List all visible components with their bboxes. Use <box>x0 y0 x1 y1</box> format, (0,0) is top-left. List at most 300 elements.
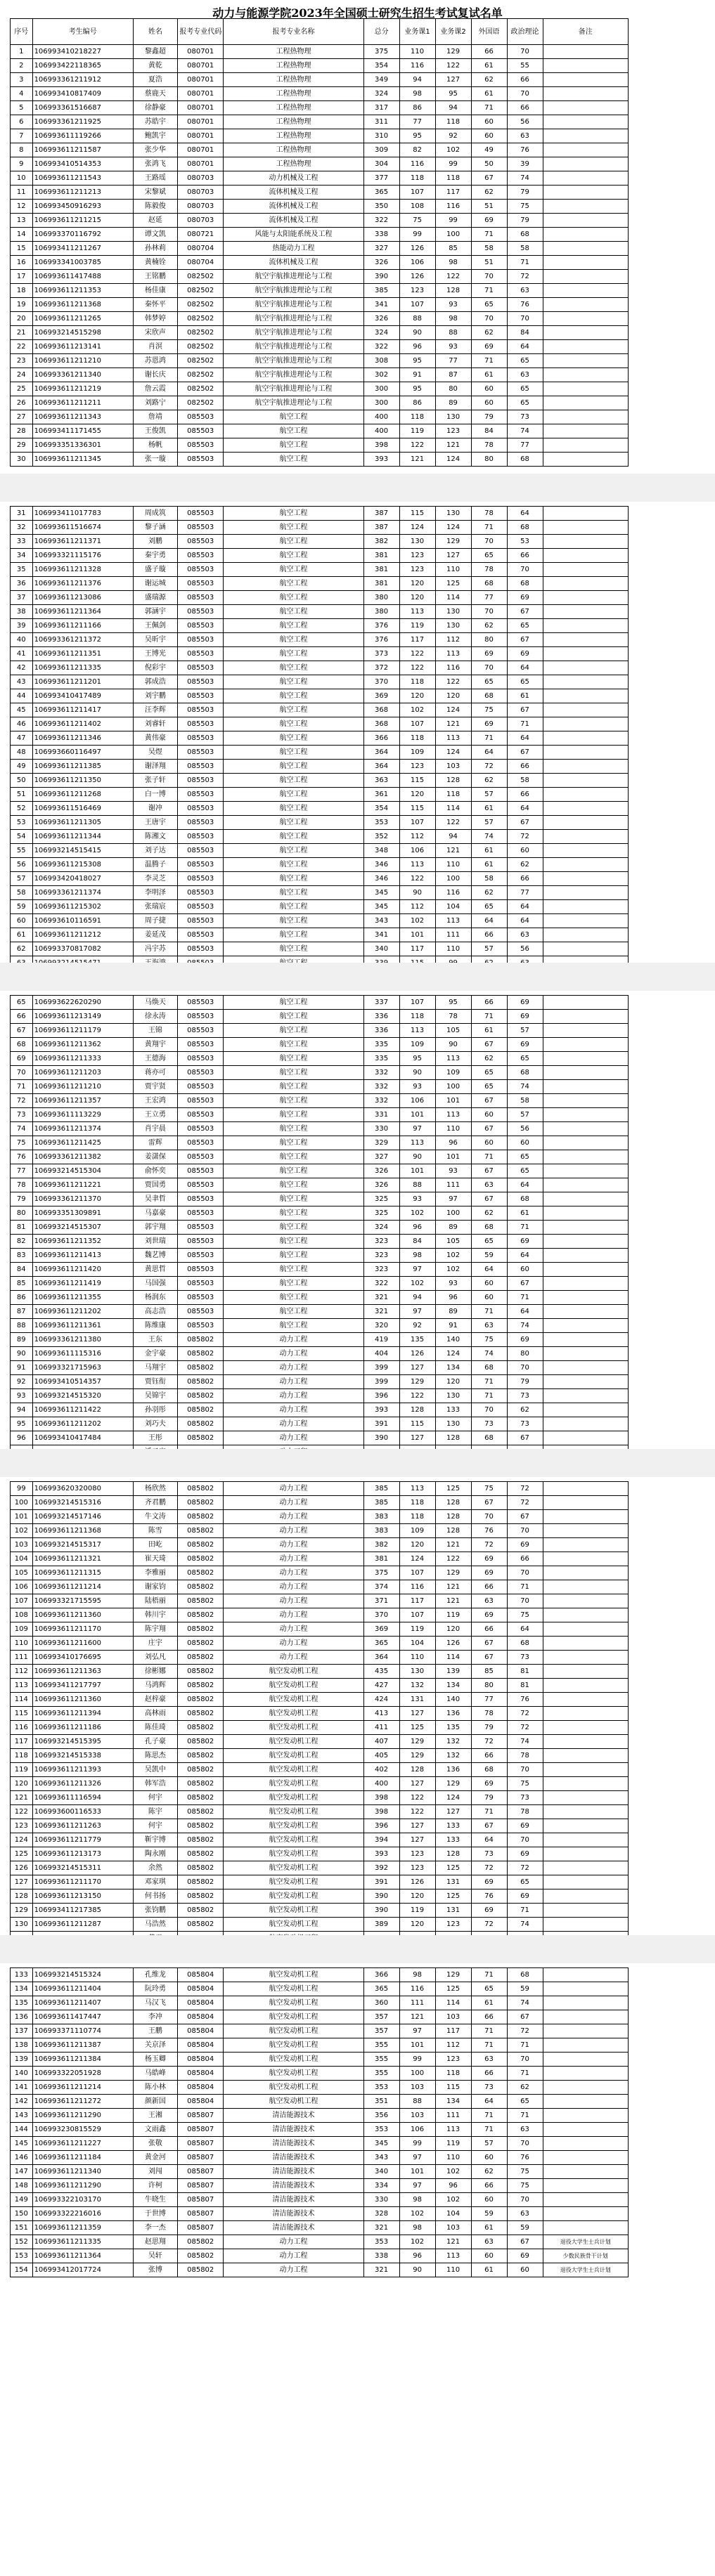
table-cell: 流体机械及工程 <box>224 186 363 200</box>
table-cell: 60 <box>471 382 507 396</box>
table-cell: 082502 <box>177 312 224 326</box>
table-cell: 085802 <box>177 1594 224 1608</box>
table-cell: 335 <box>363 1038 399 1052</box>
table-cell: 航空宇航推进理论与工程 <box>224 354 363 368</box>
table-cell: 355 <box>363 2067 399 2081</box>
table-cell <box>543 1482 628 1496</box>
table-cell: 115 <box>399 1417 435 1431</box>
table-cell: 航空工程 <box>224 647 363 661</box>
table-cell: 302 <box>363 368 399 382</box>
table-cell <box>543 1305 628 1319</box>
table-cell <box>543 256 628 270</box>
table-cell: 71 <box>471 284 507 298</box>
table-cell: 74 <box>507 1080 543 1094</box>
table-cell: 65 <box>471 298 507 312</box>
table-cell: 116 <box>399 1580 435 1594</box>
table-cell <box>543 1693 628 1707</box>
table-cell: 57 <box>471 788 507 802</box>
table-cell <box>543 774 628 788</box>
table-cell: 106993611211374 <box>32 1122 133 1136</box>
table-cell: 92 <box>11 1375 33 1389</box>
table-cell: 航空工程 <box>224 703 363 717</box>
table-cell: 085503 <box>177 1263 224 1277</box>
table-cell: 085802 <box>177 1904 224 1918</box>
table-cell <box>543 760 628 774</box>
table-cell: 99 <box>11 1482 33 1496</box>
table-cell: 65 <box>507 619 543 633</box>
table-cell: 389 <box>363 1918 399 1932</box>
table-cell: 424 <box>363 1693 399 1707</box>
table-cell <box>543 2207 628 2221</box>
table-cell: 106 <box>399 844 435 858</box>
table-cell <box>543 2123 628 2137</box>
table-row <box>11 816 629 830</box>
table-cell: 128 <box>435 1510 471 1524</box>
table-cell: 赵思翔 <box>133 2235 177 2249</box>
table-cell: 106993411217797 <box>32 1679 133 1693</box>
table-cell: 97 <box>399 2024 435 2038</box>
table-cell: 118 <box>435 115 471 129</box>
table-cell: 10 <box>11 171 33 186</box>
table-row <box>11 2207 629 2221</box>
table-cell <box>543 171 628 186</box>
table-cell: 127 <box>399 1833 435 1847</box>
table-row <box>11 1291 629 1305</box>
table-cell: 周子捷 <box>133 914 177 928</box>
table-row <box>11 1580 629 1594</box>
table-cell: 121 <box>435 717 471 731</box>
table-cell: 77 <box>471 591 507 605</box>
table-cell <box>543 1510 628 1524</box>
table-cell: 黄思哲 <box>133 1263 177 1277</box>
table-cell: 112 <box>435 633 471 647</box>
table-cell: 127 <box>11 1875 33 1889</box>
table-cell: 75 <box>471 1482 507 1496</box>
table-cell: 130 <box>435 1389 471 1403</box>
table-cell: 动力工程 <box>224 1608 363 1622</box>
table-cell: 动力工程 <box>224 2235 363 2249</box>
table-cell: 秦怀平 <box>133 298 177 312</box>
table-cell: 邓家琪 <box>133 1875 177 1889</box>
table-cell: 118 <box>435 2067 471 2081</box>
table-cell <box>543 619 628 633</box>
table-cell: 马嘉豪 <box>133 1206 177 1221</box>
table-cell: 106993611211404 <box>32 1982 133 1996</box>
table-cell <box>543 2137 628 2151</box>
table-cell: 133 <box>435 1403 471 1417</box>
table-row <box>11 115 629 129</box>
table-cell: 321 <box>363 1291 399 1305</box>
table-cell: 085802 <box>177 1496 224 1510</box>
table-cell: 085503 <box>177 1305 224 1319</box>
table-cell: 67 <box>471 1637 507 1651</box>
table-cell: 97 <box>399 2179 435 2193</box>
table-cell: 133 <box>435 1833 471 1847</box>
table-cell: 085802 <box>177 1482 224 1496</box>
table-cell: 73 <box>471 2081 507 2095</box>
table-cell: 085503 <box>177 1010 224 1024</box>
table-cell <box>543 228 628 242</box>
table-cell: 106993214515317 <box>32 1538 133 1552</box>
table-cell: 130 <box>435 619 471 633</box>
table-row <box>11 1693 629 1707</box>
table-cell: 322 <box>363 1277 399 1291</box>
table-cell: 128 <box>435 1431 471 1445</box>
table-cell: 126 <box>399 242 435 256</box>
table-cell: 6 <box>11 115 33 129</box>
table-cell: 74 <box>507 171 543 186</box>
table-cell: 12 <box>11 200 33 214</box>
table-cell: 343 <box>363 914 399 928</box>
table-cell: 119 <box>435 1608 471 1622</box>
table-cell: 张子轩 <box>133 774 177 788</box>
table-cell: 115 <box>11 1707 33 1721</box>
table-cell: 332 <box>363 1080 399 1094</box>
table-cell: 58 <box>11 886 33 900</box>
table-cell: 085503 <box>177 675 224 689</box>
table-cell <box>543 830 628 844</box>
table-cell <box>543 942 628 956</box>
table-cell: 白一博 <box>133 788 177 802</box>
table-cell <box>543 326 628 340</box>
table-cell: 324 <box>363 1221 399 1235</box>
table-row <box>11 1805 629 1819</box>
table-cell: 085503 <box>177 1249 224 1263</box>
table-cell: 79 <box>507 214 543 228</box>
table-cell: 汪李辉 <box>133 703 177 717</box>
table-row <box>11 228 629 242</box>
table-cell: 76 <box>471 1889 507 1904</box>
table-cell: 陈维康 <box>133 1319 177 1333</box>
table-cell: 107 <box>399 1566 435 1580</box>
table-cell: 79 <box>507 1375 543 1389</box>
table-cell: 082502 <box>177 284 224 298</box>
table-cell: 50 <box>471 157 507 171</box>
table-cell: 流体机械及工程 <box>224 256 363 270</box>
table-cell: 何书扬 <box>133 1889 177 1904</box>
table-cell: 刘巧夫 <box>133 1417 177 1431</box>
table-cell: 航空工程 <box>224 872 363 886</box>
table-cell <box>543 647 628 661</box>
table-cell: 109 <box>399 746 435 760</box>
table-cell: 149 <box>11 2193 33 2207</box>
table-cell: 杨玉卿 <box>133 2053 177 2067</box>
column-header: 外国语 <box>471 19 507 45</box>
table-cell: 122 <box>399 647 435 661</box>
table-cell: 085802 <box>177 1608 224 1622</box>
table-cell: 085503 <box>177 1291 224 1305</box>
table-cell: 航空工程 <box>224 563 363 577</box>
table-cell <box>543 1291 628 1305</box>
table-row <box>11 1552 629 1566</box>
table-cell: 61 <box>471 368 507 382</box>
table-cell: 413 <box>363 1707 399 1721</box>
table-cell <box>543 549 628 563</box>
column-header: 业务课2 <box>435 19 471 45</box>
table-cell: 124 <box>435 746 471 760</box>
table-cell: 59 <box>507 1982 543 1996</box>
table-cell: 151 <box>11 2221 33 2235</box>
table-cell: 69 <box>471 1777 507 1791</box>
table-cell: 080701 <box>177 87 224 101</box>
table-cell: 106993600116533 <box>32 1805 133 1819</box>
table-cell: 动力工程 <box>224 1347 363 1361</box>
table-cell: 95 <box>399 1052 435 1066</box>
table-cell: 120 <box>435 1375 471 1389</box>
table-cell: 航空工程 <box>224 928 363 942</box>
table-cell: 62 <box>471 2165 507 2179</box>
table-cell: 97 <box>399 1263 435 1277</box>
table-cell: 张一璇 <box>133 453 177 467</box>
table-cell <box>543 1221 628 1235</box>
table-cell: 106993611211263 <box>32 1819 133 1833</box>
table-cell: 085802 <box>177 2263 224 2277</box>
table-cell: 62 <box>471 73 507 87</box>
table-cell <box>543 1538 628 1552</box>
table-cell: 90 <box>399 1066 435 1080</box>
table-cell: 69 <box>471 1566 507 1580</box>
table-cell: 100 <box>435 1080 471 1094</box>
table-cell: 许柯 <box>133 2179 177 2193</box>
table-cell: 343 <box>363 2151 399 2165</box>
page-break <box>0 1449 715 1477</box>
table-cell <box>543 45 628 59</box>
table-cell: 085503 <box>177 1080 224 1094</box>
table-cell: 125 <box>435 1482 471 1496</box>
table-cell: 67 <box>507 703 543 717</box>
table-cell: 谢泽翔 <box>133 760 177 774</box>
table-cell: 136 <box>435 1763 471 1777</box>
table-cell <box>543 1094 628 1108</box>
table-cell: 085802 <box>177 1389 224 1403</box>
table-cell: 080701 <box>177 129 224 143</box>
table-cell: 李灵芝 <box>133 872 177 886</box>
table-cell <box>543 1066 628 1080</box>
table-cell: 75 <box>399 214 435 228</box>
table-row <box>11 1524 629 1538</box>
table-cell: 085802 <box>177 1679 224 1693</box>
table-cell: 106993611417488 <box>32 270 133 284</box>
table-cell: 122 <box>399 1805 435 1819</box>
table-cell: 57 <box>507 1024 543 1038</box>
table-cell: 085804 <box>177 2081 224 2095</box>
table-row <box>11 1150 629 1164</box>
table-cell: 106993611211170 <box>32 1622 133 1637</box>
table-cell: 130 <box>435 507 471 521</box>
table-cell: 134 <box>11 1982 33 1996</box>
table-cell: 航空发动机工程 <box>224 1679 363 1693</box>
table-cell: 66 <box>11 1010 33 1024</box>
table-cell: 106993611211215 <box>32 214 133 228</box>
table-cell: 082502 <box>177 340 224 354</box>
table-cell: 退役大学生士兵计划 <box>543 2235 628 2249</box>
table-cell <box>543 1347 628 1361</box>
table-cell: 128 <box>399 1763 435 1777</box>
column-header: 备注 <box>543 19 628 45</box>
table-cell: 航空工程 <box>224 1291 363 1305</box>
table-cell: 348 <box>363 844 399 858</box>
table-cell: 63 <box>471 1594 507 1608</box>
table-cell: 航空工程 <box>224 844 363 858</box>
column-header: 姓名 <box>133 19 177 45</box>
table-row <box>11 2179 629 2193</box>
table-cell: 贾宇贤 <box>133 1080 177 1094</box>
table-cell: 马鸿辉 <box>133 1679 177 1693</box>
table-cell <box>543 2151 628 2165</box>
table-cell: 112 <box>11 1665 33 1679</box>
table-cell: 112 <box>399 900 435 914</box>
table-cell: 126 <box>435 1637 471 1651</box>
table-cell: 124 <box>435 703 471 717</box>
table-cell: 106993611211344 <box>32 830 133 844</box>
table-cell: 327 <box>363 1150 399 1164</box>
table-cell: 106993611116594 <box>32 1791 133 1805</box>
table-cell: 秦宇勇 <box>133 549 177 563</box>
table-row <box>11 689 629 703</box>
page-break <box>0 474 715 502</box>
table-cell: 62 <box>471 326 507 340</box>
table-cell: 370 <box>363 1608 399 1622</box>
table-cell: 47 <box>11 731 33 746</box>
table-cell: 航空工程 <box>224 1038 363 1052</box>
table-cell: 106993420418027 <box>32 872 133 886</box>
table-cell: 航空发动机工程 <box>224 1665 363 1679</box>
table-cell: 清洁能源技术 <box>224 2109 363 2123</box>
table-cell: 70 <box>507 2137 543 2151</box>
table-cell: 085503 <box>177 886 224 900</box>
table-cell: 67 <box>471 1094 507 1108</box>
table-cell: 70 <box>471 535 507 549</box>
table-cell: 085503 <box>177 453 224 467</box>
table-cell: 080703 <box>177 186 224 200</box>
table-cell: 106993611417447 <box>32 2010 133 2024</box>
table-cell: 39 <box>11 619 33 633</box>
table-cell: 阮玲勇 <box>133 1982 177 1996</box>
table-cell: 59 <box>507 2221 543 2235</box>
table-cell <box>543 1637 628 1651</box>
table-cell: 106993611211360 <box>32 1608 133 1622</box>
table-cell: 64 <box>471 1263 507 1277</box>
table-cell: 89 <box>435 396 471 410</box>
table-cell: 128 <box>435 1847 471 1861</box>
table-cell: 73 <box>11 1108 33 1122</box>
table-cell: 085503 <box>177 1164 224 1178</box>
table-cell: 115 <box>399 802 435 816</box>
table-cell <box>543 1763 628 1777</box>
table-cell: 131 <box>435 1904 471 1918</box>
table-cell: 杨润东 <box>133 1291 177 1305</box>
table-cell: 366 <box>363 1968 399 1982</box>
table-cell: 106993321115176 <box>32 549 133 563</box>
table-row <box>11 661 629 675</box>
table-cell: 085807 <box>177 2221 224 2235</box>
table-row <box>11 1024 629 1038</box>
table-cell: 流体机械及工程 <box>224 214 363 228</box>
table-cell: 62 <box>507 858 543 872</box>
table-cell <box>543 1496 628 1510</box>
table-cell: 59 <box>471 2207 507 2221</box>
table-cell: 118 <box>399 410 435 424</box>
table-row <box>11 157 629 171</box>
table-cell: 121 <box>435 2235 471 2249</box>
table-cell: 86 <box>11 1291 33 1305</box>
table-row <box>11 453 629 467</box>
table-cell: 114 <box>435 802 471 816</box>
table-cell: 357 <box>363 2010 399 2024</box>
table-cell: 航空发动机工程 <box>224 1996 363 2010</box>
table-cell: 121 <box>399 453 435 467</box>
table-cell: 113 <box>11 1679 33 1693</box>
table-cell: 356 <box>363 2109 399 2123</box>
table-cell: 106 <box>399 256 435 270</box>
table-row <box>11 1749 629 1763</box>
table-cell: 106993611211210 <box>32 354 133 368</box>
table-cell: 66 <box>507 1552 543 1566</box>
table-cell: 381 <box>363 1552 399 1566</box>
table-cell: 106993611211368 <box>32 298 133 312</box>
table-cell: 369 <box>363 689 399 703</box>
table-cell: 120 <box>399 577 435 591</box>
table-cell: 93 <box>399 1192 435 1206</box>
table-cell <box>543 1431 628 1445</box>
table-cell: 64 <box>507 1249 543 1263</box>
table-cell: 109 <box>399 1038 435 1052</box>
column-header: 总分 <box>363 19 399 45</box>
table-cell: 航空发动机工程 <box>224 1982 363 1996</box>
table-cell: 动力工程 <box>224 1538 363 1552</box>
table-cell: 61 <box>471 1024 507 1038</box>
table-cell: 125 <box>399 1721 435 1735</box>
table-cell: 71 <box>471 1375 507 1389</box>
table-cell: 390 <box>363 270 399 284</box>
table-cell: 106993611211212 <box>32 928 133 942</box>
table-cell: 75 <box>507 2179 543 2193</box>
table-cell: 詹云霞 <box>133 382 177 396</box>
table-cell: 111 <box>399 1996 435 2010</box>
table-cell: 108 <box>11 1608 33 1622</box>
table-cell: 400 <box>363 424 399 438</box>
table-cell: 46 <box>11 717 33 731</box>
table-cell: 60 <box>471 115 507 129</box>
table-cell: 60 <box>471 2249 507 2263</box>
table-cell: 080701 <box>177 157 224 171</box>
table-cell: 郭涵宇 <box>133 605 177 619</box>
table-cell: 106993410514357 <box>32 1375 133 1389</box>
table-cell: 航空发动机工程 <box>224 1693 363 1707</box>
table-row <box>11 788 629 802</box>
table-cell: 398 <box>363 438 399 453</box>
table-cell: 71 <box>471 1305 507 1319</box>
table-cell: 79 <box>11 1192 33 1206</box>
table-cell: 106993611211186 <box>32 1721 133 1735</box>
table-row <box>11 1496 629 1510</box>
table-cell: 106993611211333 <box>32 1052 133 1066</box>
table-cell: 69 <box>471 717 507 731</box>
table-cell: 085503 <box>177 1319 224 1333</box>
table-cell: 90 <box>399 886 435 900</box>
table-cell: 航空工程 <box>224 1094 363 1108</box>
table-cell: 085802 <box>177 1763 224 1777</box>
table-row <box>11 1038 629 1052</box>
table-cell: 62 <box>471 1206 507 1221</box>
table-cell: 106993611211353 <box>32 284 133 298</box>
table-cell: 106993611211413 <box>32 1249 133 1263</box>
table-cell: 41 <box>11 647 33 661</box>
table-cell: 99 <box>435 214 471 228</box>
table-cell: 141 <box>11 2081 33 2095</box>
table-cell: 韩川宇 <box>133 1608 177 1622</box>
table-cell: 380 <box>363 591 399 605</box>
